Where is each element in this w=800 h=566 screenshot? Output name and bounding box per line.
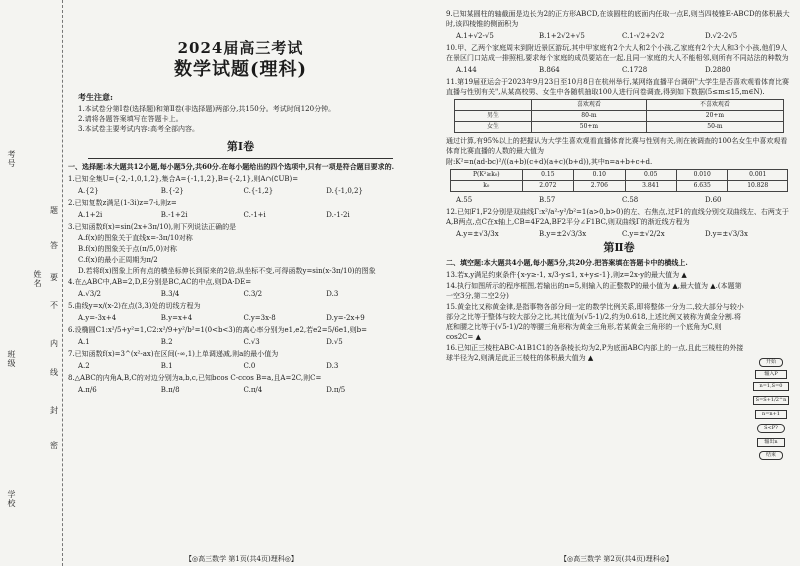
- option: A.2: [78, 362, 90, 370]
- question-15: 15.黄金比又称黄金律,是指事物各部分间一定的数学比例关系,即将整体一分为二,较大部分与较小部分之比等于整体与较大部分之比,其比值为(√5-1)/2,约为0.618,上述比例又被称为黄金分割.将底和腰之比等于(√5-1)/2的等腰三角形称为黄金三角形,若某黄金三角形的一个底角为C,则cos2C= ▲: [446, 303, 744, 341]
- question-11-continued: 通过计算,有95%以上的把握认为大学生喜欢观看直播体育比赛与性别有关,则在被调查的100名女生中喜欢观看体育比赛直播的人数的最大值为: [446, 137, 788, 155]
- table-cell: 女生: [455, 122, 532, 133]
- seal-char: 内: [50, 339, 58, 348]
- option: C.π/4: [243, 386, 263, 394]
- option: C.√3: [243, 338, 260, 346]
- option: A.1+√2-√5: [456, 32, 494, 40]
- question-7-options: [68, 361, 413, 371]
- option: B.π/8: [160, 386, 180, 394]
- table-row: [455, 111, 784, 122]
- flow-end: 结束: [759, 451, 783, 460]
- seal-char: 答: [50, 241, 58, 250]
- notice-line: 3.本试卷主要考试内容:高考全部内容。: [78, 125, 200, 133]
- option: A.π/6: [78, 386, 97, 394]
- question-11: 11.第19届亚运会于2023年9月23日至10月8日在杭州举行,某网络直播平台调研"大学生是否喜欢观看体育比赛直播与性别有关",从某高校男、女生中各随机抽取100人进行问卷调查,得到如下数据(5≤m≤15,m∈N).: [446, 78, 790, 96]
- table-cell: [455, 100, 532, 111]
- option: C.{-1,2}: [243, 187, 274, 195]
- option: A.y=-3x+4: [78, 314, 117, 322]
- option: D.√5: [326, 338, 343, 346]
- table-cell: 0.15: [522, 170, 573, 181]
- option: A.144: [456, 66, 477, 74]
- question-1-options: [68, 186, 413, 196]
- label-kaohao: 考号: [7, 150, 16, 168]
- flow-start: 开始: [759, 358, 783, 367]
- table-cell: 男生: [455, 111, 532, 122]
- seal-char: 线: [50, 368, 58, 377]
- critical-value-table: [450, 169, 788, 192]
- option: D.3: [326, 290, 339, 298]
- table-cell: 喜欢观看: [532, 100, 647, 111]
- question-6: 6.设椭圆C1:x²/5+y²=1,C2:x²/9+y²/b²=1(0<b<3)的离心率分别为e1,e2,若e2=5/6e1,则b=: [68, 326, 368, 334]
- table-cell: 10.828: [728, 181, 788, 192]
- binding-margin: [0, 0, 63, 566]
- option: D.{-1,0,2}: [326, 187, 363, 195]
- flow-output: 输出n: [757, 438, 785, 447]
- table-cell: 50-m: [646, 122, 783, 133]
- option: B.3/4: [160, 290, 180, 298]
- option: C.y=±√2/2x: [622, 230, 665, 238]
- answer-blank: ▲: [475, 332, 482, 341]
- flow-input: 输入P: [755, 370, 787, 379]
- flow-condition: S<P?: [757, 424, 785, 433]
- question-11-options: [446, 195, 792, 205]
- option: B.-1+2i: [160, 211, 188, 219]
- question-3: 3.已知函数f(x)=sin(2x+3π/10),则下列说法正确的是: [68, 223, 237, 231]
- option: D.y=-2x+9: [326, 314, 365, 322]
- table-cell: 2.072: [522, 181, 573, 192]
- survey-table: [454, 99, 784, 133]
- option: C.y=3x-8: [243, 314, 276, 322]
- option: C.-1+i: [243, 211, 266, 219]
- answer-blank: ▲: [587, 353, 594, 362]
- table-cell: 20+m: [646, 111, 783, 122]
- option: C.1728: [622, 66, 648, 74]
- notice-box: [78, 92, 413, 134]
- option: C.3/2: [243, 290, 263, 298]
- flow-assign: S=S+1/2^n: [753, 396, 789, 405]
- question-5: 5.曲线y=x/(x-2)在点(3,3)处的切线方程为: [68, 302, 201, 310]
- volume-2-heading: 第Ⅱ卷: [603, 241, 635, 254]
- question-12: 12.已知F1,F2分别是双曲线Γ:x²/a²-y²/b²=1(a>0,b>0)的左、右焦点,过F1的直线分别交双曲线左、右两支于A,B两点,点C在x轴上,CB=4F2A,BF2平分∠F1BC,则双曲线Γ的渐近线方程为: [446, 208, 789, 226]
- question-10-options: [446, 65, 792, 75]
- table-row: [455, 122, 784, 133]
- answer-blank: ▲: [710, 281, 716, 290]
- notice-heading: 考生注意:: [78, 92, 113, 102]
- question-12-options: [446, 229, 792, 239]
- option: A.1+2i: [78, 211, 103, 219]
- option: A.1: [78, 338, 90, 346]
- notice-line: 2.请将各题答案填写在答题卡上。: [78, 115, 183, 123]
- option: B.{-2}: [160, 187, 184, 195]
- question-2: 2.已知复数z满足(1-3i)z=7-i,则z=: [68, 199, 177, 207]
- option: B.2: [160, 338, 173, 346]
- table-row: [451, 170, 788, 181]
- option: C.f(x)的最小正周期为π/2: [78, 256, 158, 264]
- option: D.-1-2i: [326, 211, 350, 219]
- question-16: 16.已知正三棱柱ABC-A1B1C1的各条棱长均为2,P为底面ABC内部上的一点,且此三棱柱的外接球半径为2,则满足此正三棱柱的体积最大值为 ▲: [446, 344, 744, 362]
- seal-char: 要: [50, 273, 58, 282]
- page-footer: 【◎高三数学 第2页(共4页)理科◎】: [560, 555, 673, 563]
- question-9-options: [446, 31, 792, 41]
- option: A.f(x)的图象关于直线x=-3π/10对称: [78, 234, 193, 242]
- page-footer: 【◎高三数学 第1页(共4页)理科◎】: [185, 555, 298, 563]
- option: B.57: [539, 196, 556, 204]
- seal-char: 题: [50, 206, 58, 215]
- table-cell: 0.010: [676, 170, 727, 181]
- seal-char: 封: [50, 406, 58, 415]
- volume-1-heading: 第Ⅰ卷: [226, 140, 255, 153]
- notice-line: 1.本试卷分第Ⅰ卷(选择题)和第Ⅱ卷(非选择题)两部分,共150分。考试时间120分钟。: [78, 105, 336, 113]
- option: A.y=±√3/3x: [456, 230, 499, 238]
- question-7: 7.已知函数f(x)=3^(x²-ax)在区间(-∞,1)上单调递减,则a的最小值为: [68, 350, 279, 358]
- question-13: 13.若x,y满足约束条件{x-y≥-1, x/3-y≤1, x+y≤-1},则z=2x-y的最大值为 ▲: [446, 270, 687, 279]
- option: A.{2}: [78, 187, 99, 195]
- table-cell: 3.841: [625, 181, 676, 192]
- table-cell: 80-m: [532, 111, 647, 122]
- option: C.58: [622, 196, 639, 204]
- label-banji: 班级: [7, 350, 16, 368]
- table-cell: 50+m: [532, 122, 647, 133]
- section-2-heading: 二、填空题:本大题共4小题,每小题5分,共20分.把答案填在答题卡中的横线上.: [446, 258, 688, 267]
- option: C.1-√2+2√2: [622, 32, 665, 40]
- table-cell: 6.635: [676, 181, 727, 192]
- table-row: [451, 181, 788, 192]
- option: D.3: [326, 362, 339, 370]
- option: D.√2-2√5: [705, 32, 738, 40]
- table-cell: 2.706: [574, 181, 625, 192]
- option: D.60: [705, 196, 722, 204]
- option: C.0: [243, 362, 256, 370]
- option: B.1: [160, 362, 173, 370]
- page-1-column: [68, 8, 413, 556]
- option: B.y=x+4: [160, 314, 193, 322]
- section-1-heading: 一、选择题:本大题共12小题,每小题5分,共60分.在每小题给出的四个选项中,只有一项是符合题目要求的.: [68, 162, 395, 171]
- question-8-options: [68, 385, 413, 395]
- exam-title: 2024届高三考试: [177, 39, 304, 57]
- question-14: 14.执行如图所示的程序框图,若输出的n=5,则输入的正整数P的最小值为 ▲,最大值为 ▲.(本题第一空3分,第二空2分): [446, 281, 742, 300]
- table-cell: 0.10: [574, 170, 625, 181]
- question-9: 9.已知某圆柱的轴截面是边长为2的正方形ABCD,在该圆柱的底面内任取一点E,则当四棱锥E-ABCD的体积最大时,该四棱锥的侧面积为: [446, 10, 790, 28]
- table-cell: P(K²≥k₀): [451, 170, 523, 181]
- question-5-options: [68, 313, 413, 323]
- answer-blank: ▲: [672, 281, 678, 290]
- option: D.若将f(x)图象上所有点的横坐标伸长到原来的2倍,纵坐标不变,可得函数y=sin(x-3π/10)的图象: [78, 267, 376, 275]
- formula-note: 附:K²=n(ad-bc)²/((a+b)(c+d)(a+c)(b+d)),其中n=a+b+c+d.: [446, 158, 653, 166]
- question-4: 4.在△ABC中,AB=2,D,E分别是BC,AC的中点,则DA·DE=: [68, 278, 252, 286]
- question-1: 1.已知全集U={-2,-1,0,1,2},集合A={-1,1,2},B={-2,1},则A∩(∁UB)=: [68, 175, 299, 183]
- table-row: [455, 100, 784, 111]
- option: B.864: [539, 66, 560, 74]
- table-cell: k₀: [451, 181, 523, 192]
- option: A.55: [456, 196, 473, 204]
- question-4-options: [68, 289, 413, 299]
- question-10: 10.甲、乙两个家庭周末到附近景区游玩,其中甲家庭有2个大人和2个小孩,乙家庭有2个大人和3个小孩,他们9人在景区门口站成一排照相,要求每个家庭的成员要站在一起,且同一家庭的大人不能相邻,则所有不同站法的种数为: [446, 44, 789, 62]
- exam-subtitle: 数学试题(理科): [173, 59, 308, 80]
- flow-increment: n=n+1: [755, 410, 787, 419]
- option: D.π/5: [326, 386, 346, 394]
- option: A.√3/2: [78, 290, 102, 298]
- option: B.y=±2√3/3x: [539, 230, 587, 238]
- table-cell: 不喜欢观看: [646, 100, 783, 111]
- question-6-options: [68, 337, 413, 347]
- seal-char: 密: [50, 441, 58, 450]
- table-cell: 0.001: [728, 170, 788, 181]
- divider: [88, 158, 393, 159]
- label-xingming: 姓名: [33, 270, 42, 288]
- flowchart: [751, 358, 789, 488]
- answer-blank: ▲: [681, 270, 687, 279]
- page-2-column: [446, 8, 792, 556]
- question-2-options: [68, 210, 413, 220]
- option: D.2880: [705, 66, 731, 74]
- table-cell: 0.05: [625, 170, 676, 181]
- question-8: 8.△ABC的内角A,B,C的对边分别为a,b,c,已知bcos C-ccos B=a,且A=2C,则C=: [68, 374, 322, 382]
- flow-init: n=1,S=0: [753, 382, 789, 391]
- option: B.1+2√2+√5: [539, 32, 585, 40]
- label-xuexiao: 学校: [7, 490, 16, 508]
- seal-char: 不: [50, 301, 58, 310]
- option: B.f(x)的图象关于点(π/5,0)对称: [78, 245, 177, 253]
- option: D.y=±√3/3x: [705, 230, 748, 238]
